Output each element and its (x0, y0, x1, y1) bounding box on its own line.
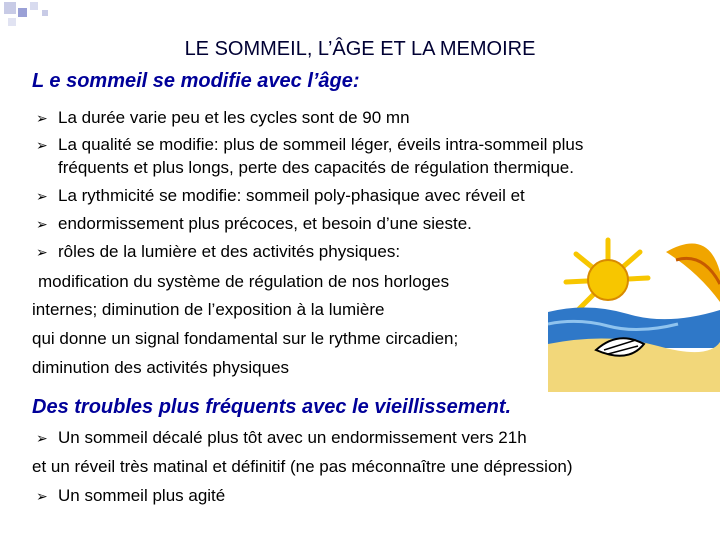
bullet-arrow-icon: ➢ (36, 137, 48, 153)
page-title: LE SOMMEIL, L’ÂGE ET LA MEMOIRE (184, 38, 536, 60)
text-line: modification du système de régulation de nos horloges (38, 272, 450, 291)
corner-decoration (0, 0, 60, 40)
bullet-arrow-icon: ➢ (36, 188, 48, 204)
text-line: fréquents et plus longs, perte des capacités de régulation thermique. (58, 158, 574, 177)
text-line: La qualité se modifie: plus de sommeil léger, éveils intra-sommeil plus (58, 135, 584, 154)
bullet-arrow-icon: ➢ (36, 110, 48, 126)
text-line: La durée varie peu et les cycles sont de 90 mn (58, 108, 410, 127)
bullet-arrow-icon: ➢ (36, 216, 48, 232)
section2-heading: Des troubles plus fréquents avec le vieillissement. (32, 396, 512, 418)
bullet-arrow-icon: ➢ (36, 488, 48, 504)
text-line: Un sommeil plus agité (58, 486, 226, 505)
text-line: Un sommeil décalé plus tôt avec un endormissement vers 21h (58, 428, 527, 447)
text-line: rôles de la lumière et des activités physiques: (58, 242, 401, 261)
text-line: endormissement plus précoces, et besoin d’une sieste. (58, 214, 472, 233)
text-line: qui donne un signal fondamental sur le rythme circadien; (32, 329, 459, 348)
beach-sun-clipart (548, 232, 720, 392)
bullet-arrow-icon: ➢ (36, 244, 48, 260)
section1-heading: L e sommeil se modifie avec l’âge: (32, 70, 360, 92)
text-line: et un réveil très matinal et définitif (ne pas méconnaître une dépression) (32, 457, 573, 476)
bullet-arrow-icon: ➢ (36, 430, 48, 446)
text-line: diminution des activités physiques (32, 358, 290, 377)
text-line: La rythmicité se modifie: sommeil poly-phasique avec réveil et (58, 186, 525, 205)
text-line: internes; diminution de l’exposition à la lumière (32, 300, 385, 319)
